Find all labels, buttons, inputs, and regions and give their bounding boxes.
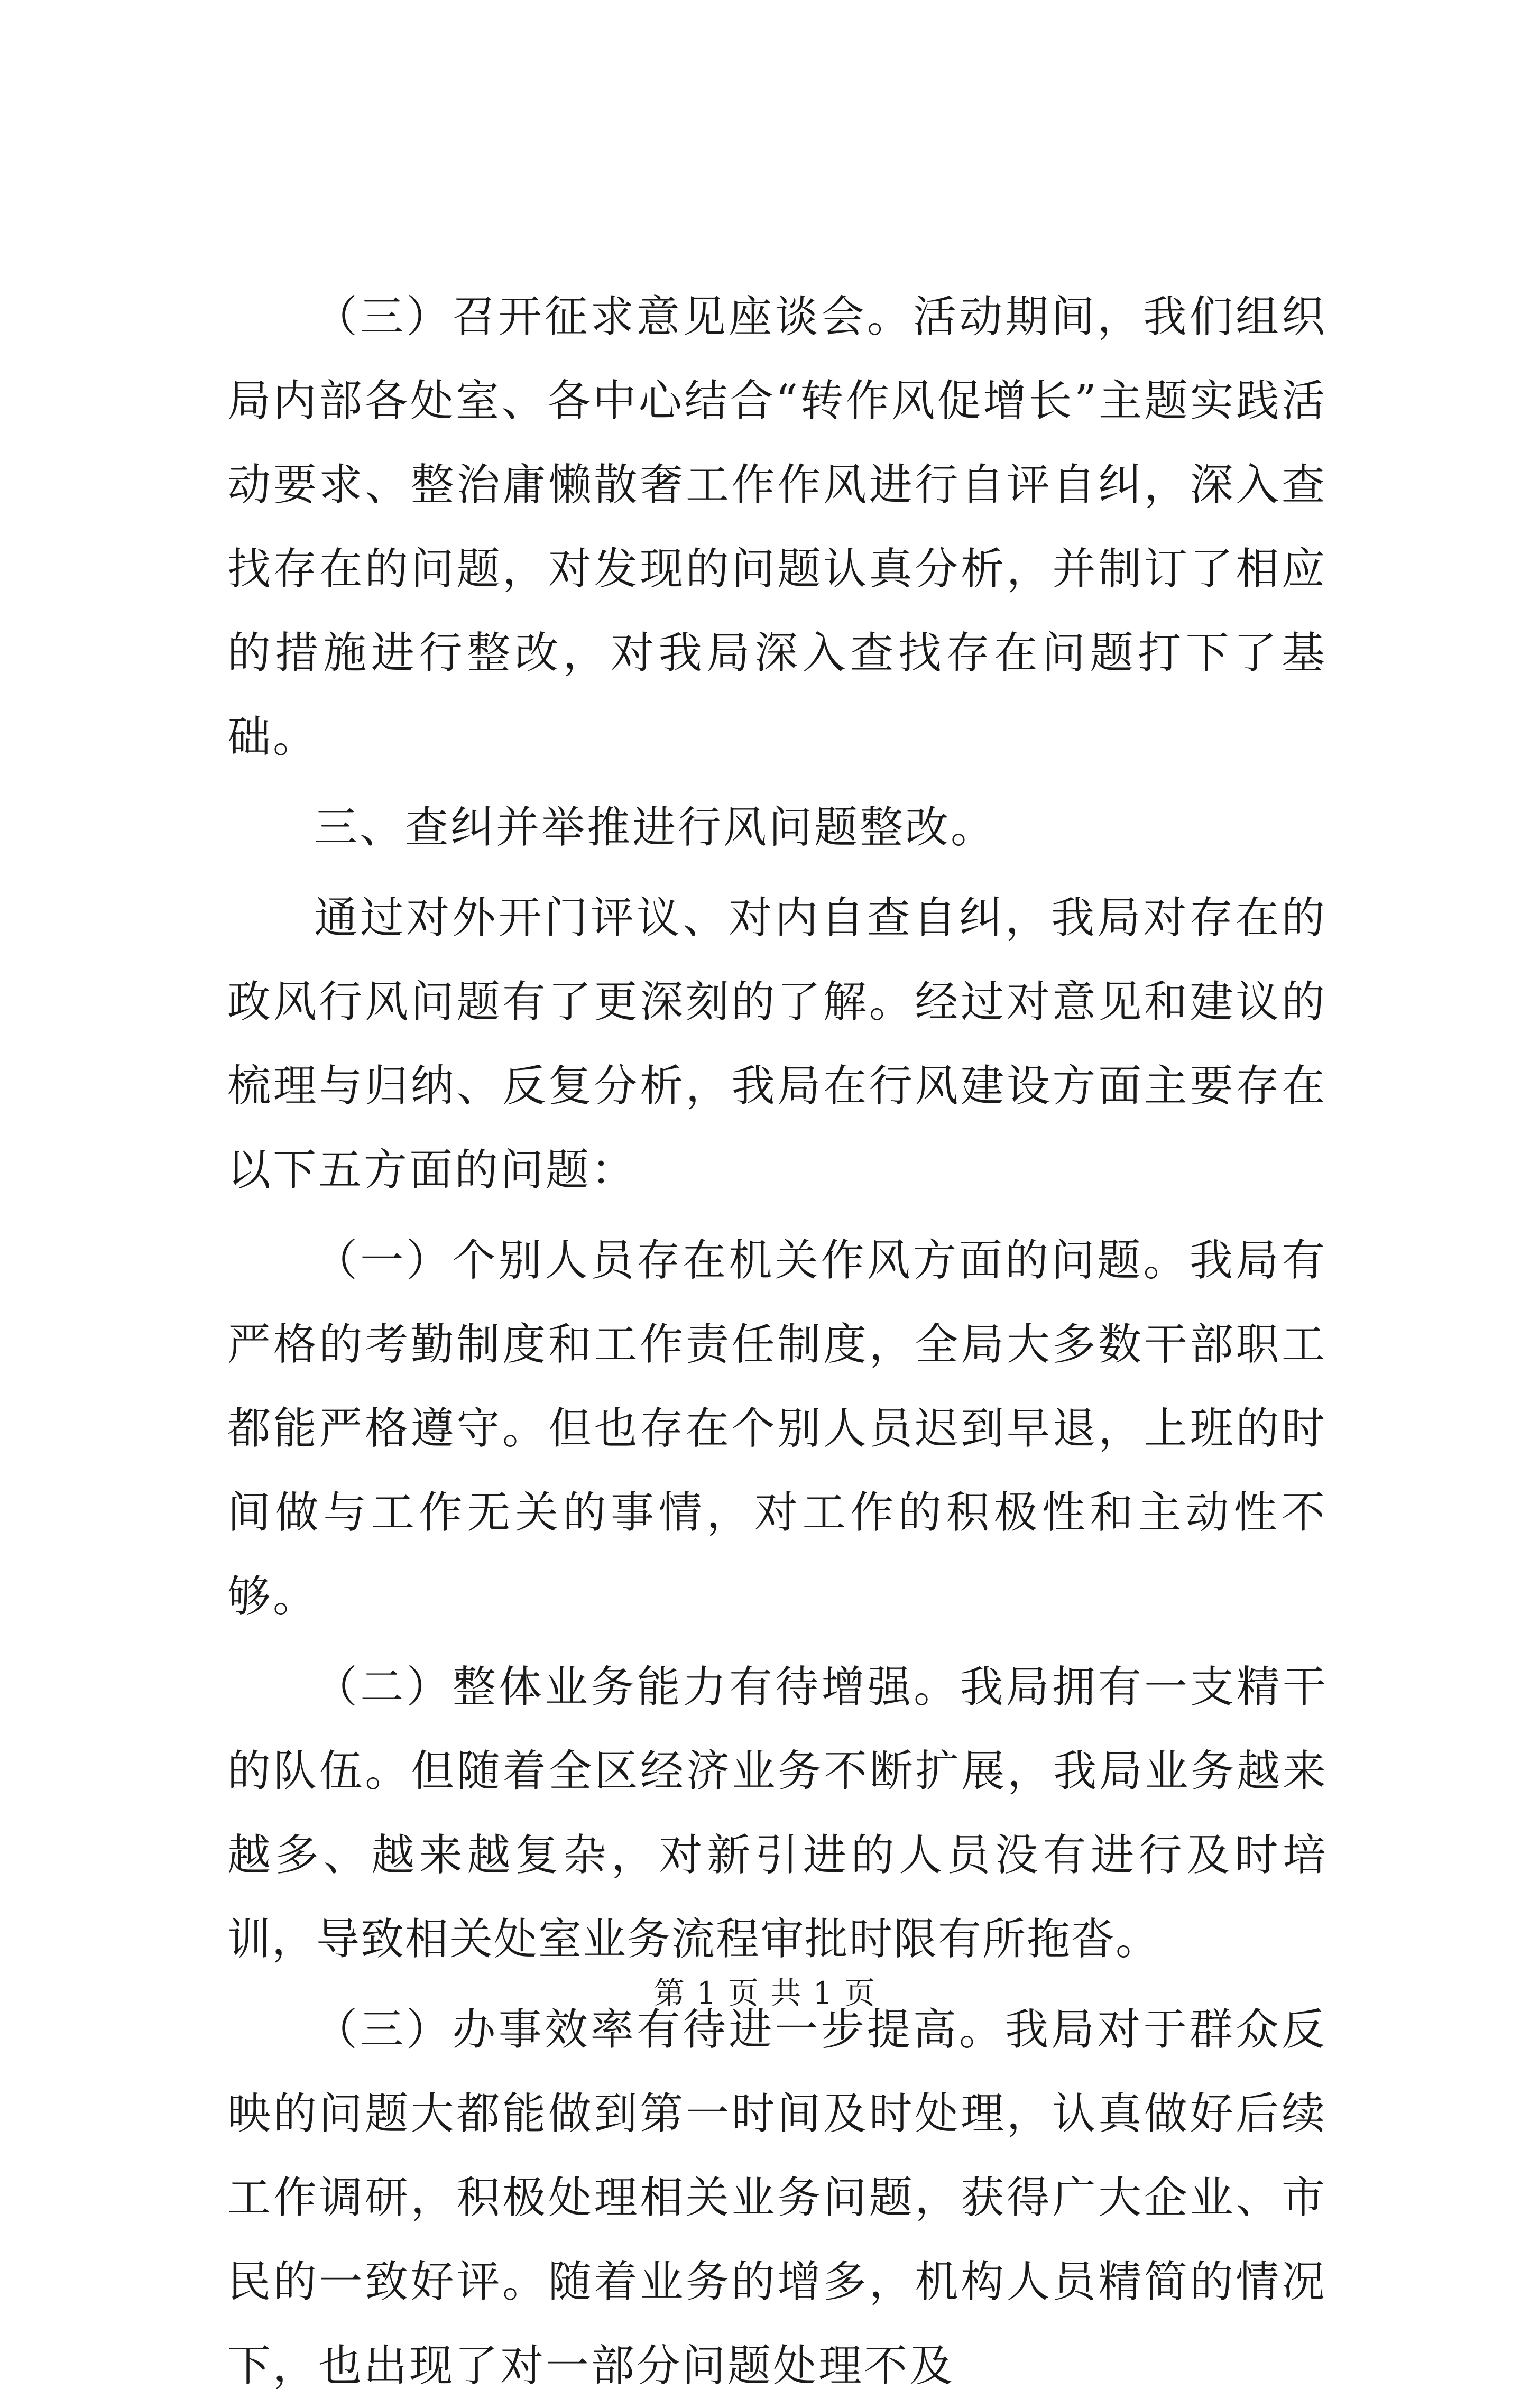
paragraph-issue-efficiency: （三）办事效率有待进一步提高。我局对于群众反映的问题大都能做到第一时间及时处理，认真做好后续工作调研，积极处理相关业务问题，获得广大企业、市民的一致好评。随着业务的增多，机构人员精简的情况下，也出现了对一部分问题处理不及 — [227, 2005, 1327, 2391]
page-number-footer: 第 1 页 共 1 页 — [654, 1975, 876, 2011]
paragraph-issue-work-style: （一）个别人员存在机关作风方面的问题。我局有严格的考勤制度和工作责任制度，全局大多数干部职工都能严格遵守。但也存在个别人员迟到早退，上班的时间做与工作无关的事情，对工作的积极性和主动性不够。 — [227, 1235, 1327, 1622]
paragraph-issue-business-capacity: （二）整体业务能力有待增强。我局拥有一支精干的队伍。但随着全区经济业务不断扩展，我局业务越来越多、越来越复杂，对新引进的人员没有进行及时培训，导致相关处室业务流程审批时限有所拖沓。 — [227, 1662, 1327, 1964]
paragraph-solicit-opinions-meeting: （三）召开征求意见座谈会。活动期间，我们组织局内部各处室、各中心结合“转作风促增长”主题实践活动要求、整治庸懒散奢工作作风进行自评自纠，深入查找存在的问题，对发现的问题认真分析，并制订了相应的措施进行整改，对我局深入查找存在问题打下了基础。 — [227, 292, 1327, 762]
document-body — [227, 275, 1327, 2408]
section-heading-rectification: 三、查纠并举推进行风问题整改。 — [314, 802, 997, 853]
paragraph-review-summary: 通过对外开门评议、对内自查自纠，我局对存在的政风行风问题有了更深刻的了解。经过对意见和建议的梳理与归纳、反复分析，我局在行风建设方面主要存在以下五方面的问题： — [227, 893, 1327, 1195]
